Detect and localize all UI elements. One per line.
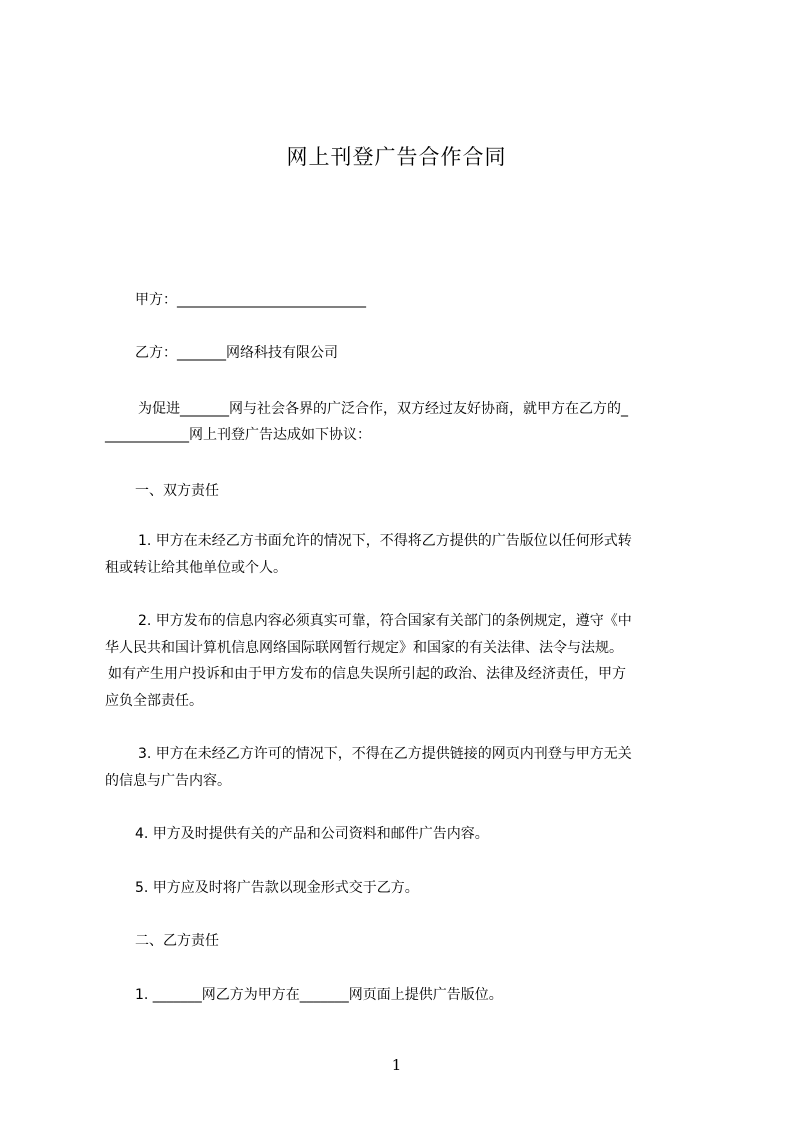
page-number: 1 [391, 1056, 402, 1074]
clause-1-3-line-2: 的信息与广告内容。 [105, 773, 231, 789]
intro-paragraph-line-2: ____________网上刊登广告达成如下协议： [105, 427, 371, 443]
clause-1-2-line-3: 如有产生用户投诉和由于甲方发布的信息失误所引起的政治、法律及经济责任，甲方 [108, 666, 626, 682]
clause-1-5: 5. 甲方应及时将广告款以现金形式交于乙方。 [135, 880, 419, 896]
clause-1-1-line-2: 租或转让给其他单位或个人。 [105, 560, 287, 576]
clause-1-3-line-1: 3. 甲方在未经乙方许可的情况下，不得在乙方提供链接的网页内刊登与甲方无关 [138, 746, 632, 762]
clause-1-2-line-1: 2. 甲方发布的信息内容必须真实可靠，符合国家有关部门的条例规定，遵守《中 [138, 613, 632, 629]
party-b-line: 乙方：_______网络科技有限公司 [135, 345, 338, 361]
section-heading-party-b-duties: 二、乙方责任 [135, 933, 219, 949]
clause-1-2-line-4: 应负全部责任。 [105, 693, 203, 709]
clause-1-2-line-2: 华人民共和国计算机信息网络国际联网暂行规定》和国家的有关法律、法令与法规。 [105, 640, 623, 656]
section-heading-party-duties: 一、双方责任 [135, 483, 219, 499]
intro-paragraph-line-1: 为促进_______网与社会各界的广泛合作，双方经过友好协商，就甲方在乙方的_ [138, 401, 628, 417]
clause-2-1: 1. _______网乙方为甲方在_______网页面上提供广告版位。 [135, 987, 503, 1003]
clause-1-4: 4. 甲方及时提供有关的产品和公司资料和邮件广告内容。 [135, 826, 489, 842]
party-a-line: 甲方：___________________________ [135, 292, 366, 308]
clause-1-1-line-1: 1. 甲方在未经乙方书面允许的情况下，不得将乙方提供的广告版位以任何形式转 [138, 533, 632, 549]
document-title: 网上刊登广告合作合同 [286, 145, 507, 169]
